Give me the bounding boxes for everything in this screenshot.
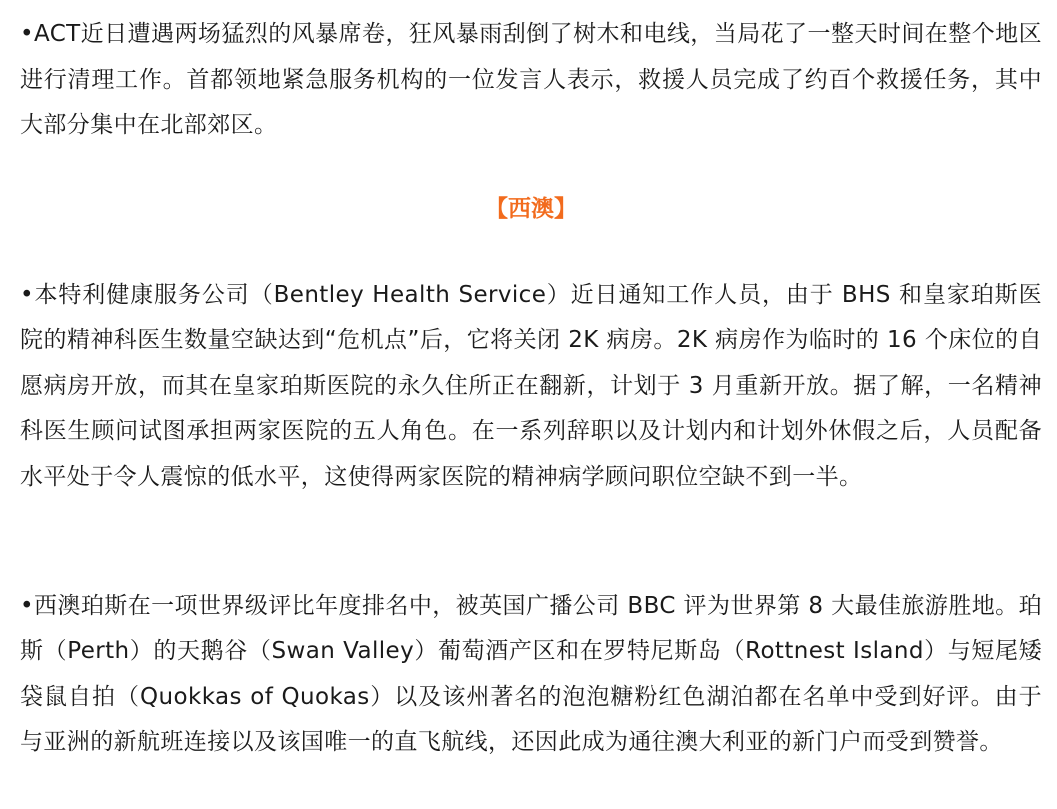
section-heading-western-australia: 【西澳】 — [485, 196, 577, 222]
paragraph-perth-travel-ranking: •西澳珀斯在一项世界级评比年度排名中，被英国广播公司 BBC 评为世界第 8 大最佳旅游胜地。珀斯（Perth）的天鹅谷（Swan Valley）葡萄酒产区和在罗特尼斯岛（Rottnest Island）与短尾矮袋鼠自拍（Quokkas of Quokas）以及该州著名的泡泡糖粉红色湖泊都在名单中受到好评。由于与亚洲的新航班连接以及该国唯一的直飞航线，还因此成为通往澳大利亚的新门户而受到赞誉。 — [20, 592, 1042, 755]
paragraph-bentley-health-service: •本特利健康服务公司（Bentley Health Service）近日通知工作人员，由于 BHS 和皇家珀斯医院的精神科医生数量空缺达到“危机点”后，它将关闭 2K 病房。2K 病房作为临时的 16 个床位的自愿病房开放，而其在皇家珀斯医院的永久住所正在翻新，计划于 3 月重新开放。据了解，一名精神科医生顾问试图承担两家医院的五人角色。在一系列辞职以及计划内和计划外休假之后，人员配备水平处于令人震惊的低水平，这使得两家医院的精神病学顾问职位空缺不到一半。 — [20, 281, 1042, 490]
article-body — [20, 12, 1042, 766]
paragraph-act-storms: •ACT近日遭遇两场猛烈的风暴席卷，狂风暴雨刮倒了树木和电线，当局花了一整天时间在整个地区进行清理工作。首都领地紧急服务机构的一位发言人表示，救援人员完成了约百个救援任务，其中大部分集中在北部郊区。 — [20, 21, 1042, 138]
